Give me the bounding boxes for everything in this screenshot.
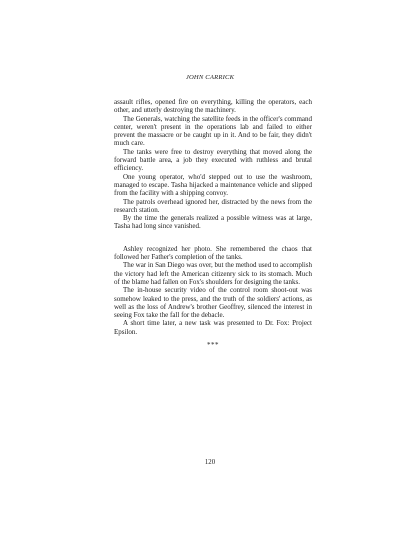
paragraph: The in-house security video of the control room shoot-out was somehow leaked to the press, and the truth of the soldiers' actions, as well as the loss of Andrew's brother Geoffrey, silenced the interest in seeing Fox take the fall for the debacle. — [114, 286, 312, 320]
paragraph: The patrols overhead ignored her, distracted by the news from the research station. — [114, 197, 312, 214]
scene-break: *** — [207, 341, 219, 350]
paragraph: The Generals, watching the satellite feeds in the officer's command center, weren't present in the operations lab and failed to either prevent the massacre or be caught up in it. And to be fair, they didn't much care. — [114, 114, 312, 148]
section-gap — [114, 231, 312, 245]
body-text — [114, 98, 312, 349]
paragraph: The tanks were free to destroy everything that moved along the forward battle area, a job they executed with ruthless and brutal efficiency. — [114, 147, 312, 173]
paragraph: assault rifles, opened fire on everything, killing the operators, each other, and utterly destroying the machinery. — [114, 98, 312, 115]
paragraph: By the time the generals realized a possible witness was at large, Tasha had long since vanished. — [114, 214, 312, 231]
paragraph: One young operator, who'd stepped out to use the washroom, managed to escape. Tasha hijacked a maintenance vehicle and slipped from the facility with a shipping convoy. — [114, 172, 312, 198]
page-number: 120 — [204, 459, 216, 466]
paragraph: A short time later, a new task was presented to Dr. Fox: Project Epsilon. — [114, 319, 312, 336]
paragraph: The war in San Diego was over, but the method used to accomplish the victory had left the American citizenry sick to its stomach. Much of the blame had fallen on Fox's shoulders for designing the tanks. — [114, 261, 312, 286]
paragraph: Ashley recognized her photo. She remembered the chaos that followed her Father's completion of the tanks. — [114, 244, 312, 262]
running-header: JOHN CARRICK — [185, 74, 235, 81]
